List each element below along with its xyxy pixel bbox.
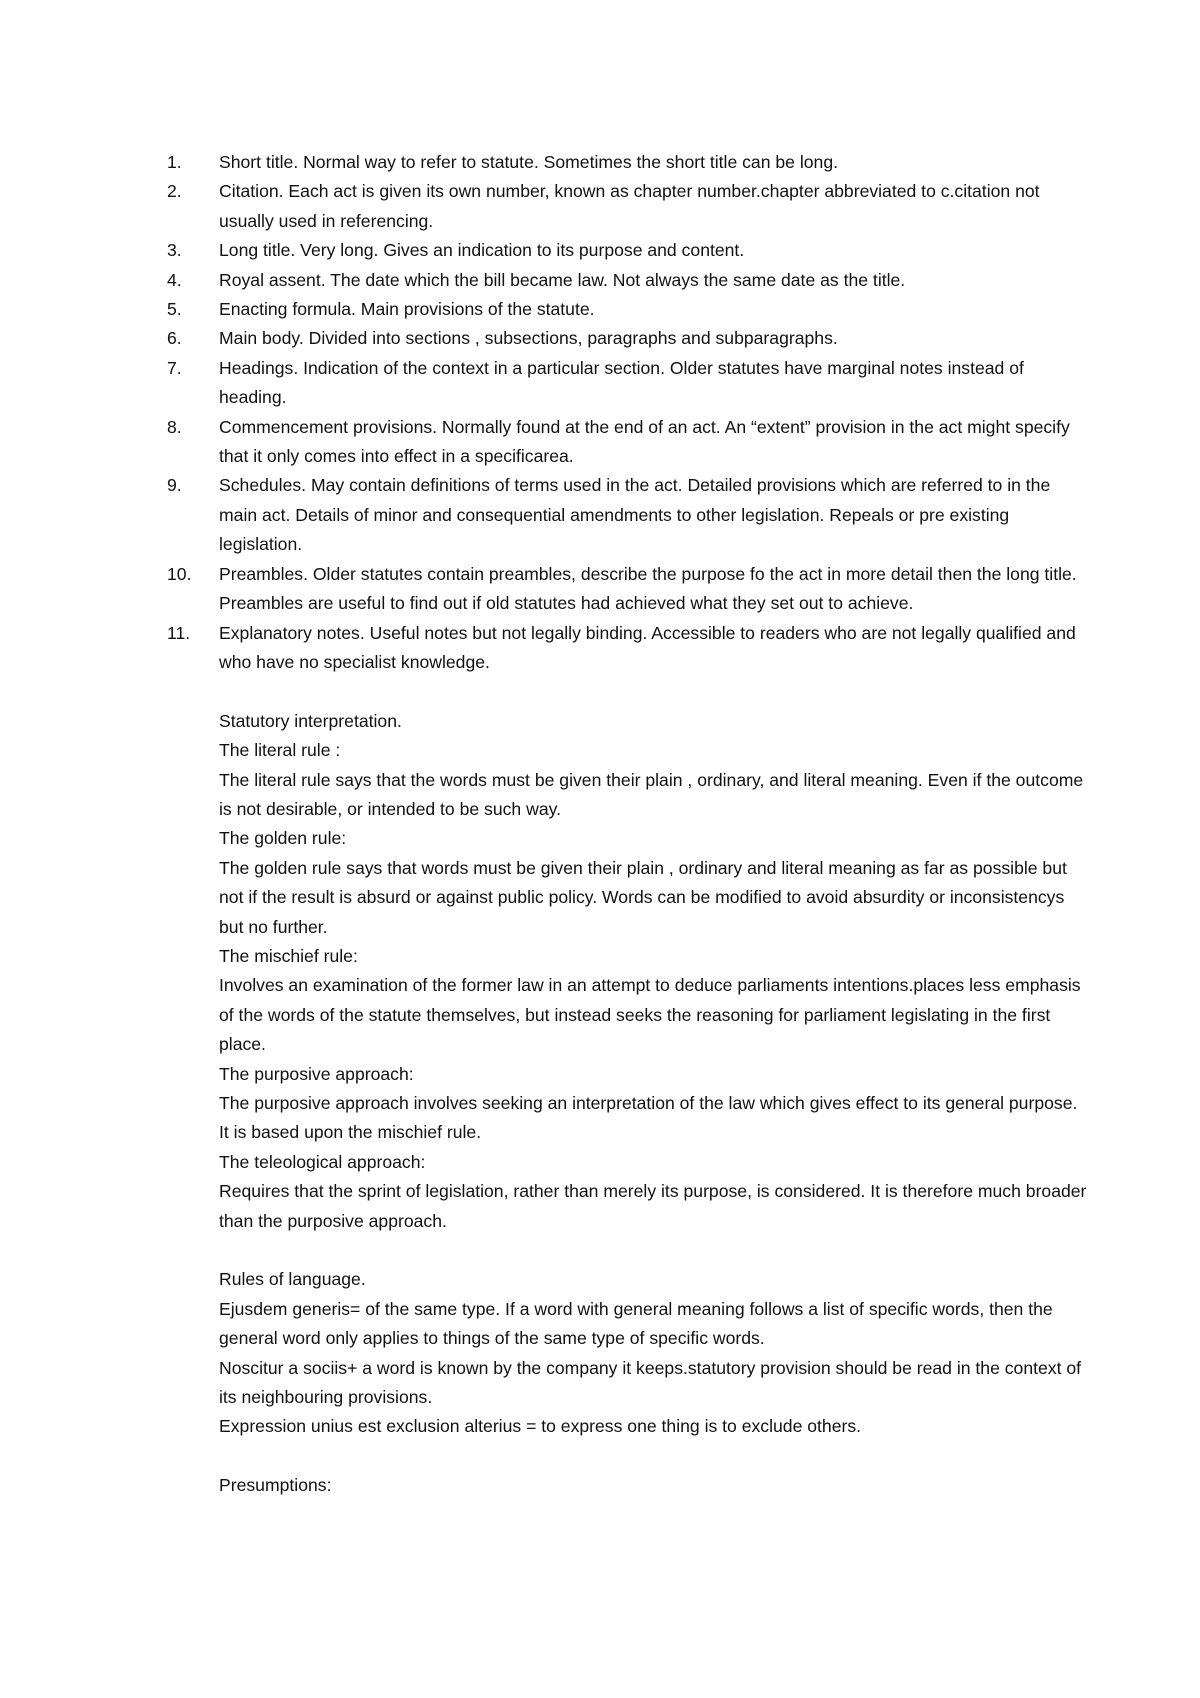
- list-item: [167, 560, 1089, 619]
- blank-line: [219, 1236, 1089, 1265]
- list-text: Long title. Very long. Gives an indication to its purpose and content.: [219, 240, 745, 261]
- section-heading: Presumptions:: [219, 1475, 332, 1496]
- list-item: [167, 295, 1089, 324]
- list-text: Main body. Divided into sections , subsections, paragraphs and subparagraphs.: [219, 328, 838, 349]
- language-rule: Noscitur a sociis+ a word is known by the company it keeps.statutory provision should be read in the context of its neighbouring provisions.: [219, 1357, 1082, 1408]
- list-text: Enacting formula. Main provisions of the statute.: [219, 299, 595, 320]
- list-text: Explanatory notes. Useful notes but not legally binding. Accessible to readers who are not legally qualified and who have no specialist knowledge.: [219, 622, 1076, 672]
- language-rule: Expression unius est exclusion alterius = to express one thing is to exclude others.: [219, 1416, 862, 1437]
- list-number: 4.: [167, 269, 182, 290]
- document-body: [167, 148, 1089, 1501]
- list-item: [167, 619, 1089, 678]
- list-item: [167, 413, 1089, 472]
- list-text: Royal assent. The date which the bill became law. Not always the same date as the title.: [219, 269, 906, 290]
- blank-line: [219, 677, 1089, 706]
- list-number: 9.: [167, 475, 182, 496]
- blank-line: [219, 1442, 1089, 1471]
- list-item: [167, 324, 1089, 353]
- list-text: Citation. Each act is given its own number, known as chapter number.chapter abbreviated to c.citation not usually used in referencing.: [219, 181, 1040, 231]
- language-rule: Ejusdem generis= of the same type. If a word with general meaning follows a list of specific words, then the general word only applies to things of the same type of specific words.: [219, 1298, 1053, 1349]
- list-item: [167, 266, 1089, 295]
- rule-text: The literal rule says that the words must be given their plain , ordinary, and literal meaning. Even if the outcome is not desirable, or intended to be such way.: [219, 769, 1084, 819]
- list-item: [167, 354, 1089, 413]
- list-number: 1.: [167, 152, 182, 172]
- list-text: Headings. Indication of the context in a particular section. Older statutes have marginal notes instead of heading.: [219, 357, 1024, 408]
- rule-text: Involves an examination of the former law in an attempt to deduce parliaments intentions.places less emphasis of the words of the statute themselves, but instead seeks the reasoning for parliament legislating in the first place.: [219, 975, 1081, 1055]
- language-section: [219, 1265, 1089, 1441]
- list-item: [167, 148, 1089, 177]
- rule-text: The golden rule says that words must be given their plain , ordinary and literal meaning as far as possible but not if the result is absurd or against public policy. Words can be modified to avoid absurdity or inconsistencys but no further.: [219, 857, 1067, 937]
- list-number: 3.: [167, 240, 182, 261]
- list-number: 2.: [167, 181, 182, 202]
- list-item: [167, 471, 1089, 559]
- list-text: Commencement provisions. Normally found at the end of an act. An “extent” provision in the act might specify that it only comes into effect in a specificarea.: [219, 416, 1070, 467]
- list-text: Schedules. May contain definitions of terms used in the act. Detailed provisions which are referred to in the main act. Details of minor and consequential amendments to other legislation. Repeals or pre existing legislation.: [219, 475, 1051, 555]
- interpretation-section: [219, 707, 1089, 1236]
- list-text: Preambles. Older statutes contain preambles, describe the purpose fo the act in more detail then the long title. Preambles are useful to find out if old statutes had achieved what they set out to achieve.: [219, 563, 1077, 614]
- list-item: [167, 177, 1089, 236]
- rule-title: The mischief rule:: [219, 945, 358, 966]
- list-number: 5.: [167, 299, 182, 320]
- list-text: Short title. Normal way to refer to statute. Sometimes the short title can be long.: [219, 152, 838, 172]
- rule-title: The teleological approach:: [219, 1151, 426, 1172]
- rule-text: Requires that the sprint of legislation, rather than merely its purpose, is considered. It is therefore much broader than the purposive approach.: [219, 1181, 1087, 1231]
- presumptions-section: [219, 1471, 1089, 1500]
- section-heading: Rules of language.: [219, 1269, 366, 1290]
- statute-parts-list: [167, 148, 1089, 677]
- rule-title: The golden rule:: [219, 828, 347, 849]
- list-number: 7.: [167, 357, 182, 378]
- list-item: [167, 236, 1089, 265]
- section-heading: Statutory interpretation.: [219, 710, 402, 731]
- list-number: 11.: [167, 622, 191, 643]
- rule-title: The literal rule :: [219, 740, 341, 761]
- rule-text: The purposive approach involves seeking an interpretation of the law which gives effect to its general purpose. It is based upon the mischief rule.: [219, 1092, 1078, 1143]
- list-number: 8.: [167, 416, 182, 437]
- rule-title: The purposive approach:: [219, 1063, 414, 1084]
- list-number: 6.: [167, 328, 182, 349]
- list-number: 10.: [167, 563, 192, 584]
